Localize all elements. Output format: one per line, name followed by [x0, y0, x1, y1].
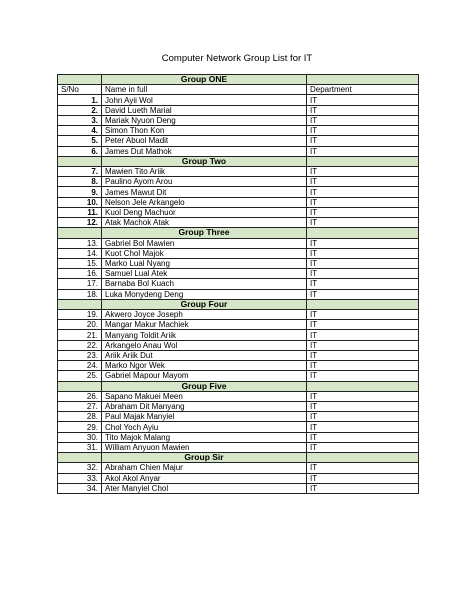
- member-name: Tito Majok Malang: [102, 432, 307, 442]
- table-row: [58, 187, 419, 197]
- table-row: [58, 166, 419, 176]
- member-name: James Mawut Dit: [102, 187, 307, 197]
- table-row: [58, 330, 419, 340]
- member-name: Mawien Tito Ariik: [102, 166, 307, 176]
- serial-number: 13.: [58, 238, 102, 248]
- serial-number: 5.: [58, 136, 102, 146]
- serial-number: 10.: [58, 197, 102, 207]
- member-name: Mangar Makur Machiek: [102, 320, 307, 330]
- member-name: Kuol Deng Machuor: [102, 207, 307, 217]
- table-row: [58, 289, 419, 299]
- member-name: Chol Yoch Ayiu: [102, 422, 307, 432]
- member-department: IT: [307, 187, 419, 197]
- serial-number: 25.: [58, 371, 102, 381]
- group-name: Group ONE: [102, 75, 307, 85]
- member-department: IT: [307, 422, 419, 432]
- serial-number: 7.: [58, 166, 102, 176]
- group-list-table: [57, 74, 419, 494]
- table-row: [58, 248, 419, 258]
- table-row: [58, 402, 419, 412]
- serial-number: 1.: [58, 95, 102, 105]
- group-name: Group Sir: [102, 453, 307, 463]
- page-title: Computer Network Group List for IT: [161, 53, 313, 64]
- member-department: IT: [307, 105, 419, 115]
- serial-number: 31.: [58, 442, 102, 452]
- table-row: [58, 105, 419, 115]
- member-name: Paul Majak Manyiel: [102, 412, 307, 422]
- member-department: IT: [307, 218, 419, 228]
- column-header-name: Name in full: [102, 85, 307, 95]
- group-header-spacer: [58, 156, 102, 166]
- member-name: Akwero Joyce Joseph: [102, 310, 307, 320]
- table-row: [58, 442, 419, 452]
- column-header-department: Department: [307, 85, 419, 95]
- serial-number: 22.: [58, 340, 102, 350]
- member-name: Abraham Dit Manyang: [102, 402, 307, 412]
- serial-number: 9.: [58, 187, 102, 197]
- serial-number: 12.: [58, 218, 102, 228]
- member-department: IT: [307, 126, 419, 136]
- group-header-spacer: [307, 156, 419, 166]
- group-header-spacer: [58, 299, 102, 309]
- serial-number: 14.: [58, 248, 102, 258]
- serial-number: 23.: [58, 350, 102, 360]
- member-name: John Ayii Wol: [102, 95, 307, 105]
- member-department: IT: [307, 258, 419, 268]
- table-row: [58, 218, 419, 228]
- member-name: Manyang Toldit Ariik: [102, 330, 307, 340]
- table-row: [58, 238, 419, 248]
- table-row: [58, 432, 419, 442]
- group-header-row: [58, 156, 419, 166]
- member-department: IT: [307, 136, 419, 146]
- table-row: [58, 350, 419, 360]
- table-row: [58, 258, 419, 268]
- serial-number: 29.: [58, 422, 102, 432]
- member-name: Atak Machok Atak: [102, 218, 307, 228]
- member-department: IT: [307, 391, 419, 401]
- member-name: Marko Ngor Wek: [102, 361, 307, 371]
- member-department: IT: [307, 371, 419, 381]
- group-header-row: [58, 299, 419, 309]
- group-header-spacer: [58, 75, 102, 85]
- member-name: Arkangelo Anau Wol: [102, 340, 307, 350]
- group-header-spacer: [307, 299, 419, 309]
- member-name: Barnaba Bol Kuach: [102, 279, 307, 289]
- table-row: [58, 422, 419, 432]
- serial-number: 26.: [58, 391, 102, 401]
- member-name: Gabriel Bol Mawien: [102, 238, 307, 248]
- group-header-row: [58, 228, 419, 238]
- group-header-spacer: [58, 228, 102, 238]
- member-department: IT: [307, 207, 419, 217]
- member-name: Ariik Ariik Dut: [102, 350, 307, 360]
- member-name: James Dut Mathok: [102, 146, 307, 156]
- group-name: Group Two: [102, 156, 307, 166]
- column-header-sn: S/No: [58, 85, 102, 95]
- table-row: [58, 197, 419, 207]
- table-row: [58, 126, 419, 136]
- serial-number: 33.: [58, 473, 102, 483]
- serial-number: 27.: [58, 402, 102, 412]
- group-header-spacer: [307, 381, 419, 391]
- member-department: IT: [307, 289, 419, 299]
- member-department: IT: [307, 402, 419, 412]
- member-name: Abraham Chien Majur: [102, 463, 307, 473]
- member-department: IT: [307, 146, 419, 156]
- serial-number: 21.: [58, 330, 102, 340]
- table-row: [58, 177, 419, 187]
- member-department: IT: [307, 248, 419, 258]
- group-header-spacer: [307, 228, 419, 238]
- member-name: Marko Lual Nyang: [102, 258, 307, 268]
- member-name: Kuot Chol Majok: [102, 248, 307, 258]
- serial-number: 4.: [58, 126, 102, 136]
- serial-number: 34.: [58, 483, 102, 493]
- group-header-spacer: [307, 75, 419, 85]
- serial-number: 24.: [58, 361, 102, 371]
- serial-number: 30.: [58, 432, 102, 442]
- group-header-spacer: [58, 453, 102, 463]
- serial-number: 8.: [58, 177, 102, 187]
- member-department: IT: [307, 483, 419, 493]
- group-header-row: [58, 381, 419, 391]
- table-body: [58, 75, 419, 494]
- member-name: Peter Abuol Madit: [102, 136, 307, 146]
- member-department: IT: [307, 361, 419, 371]
- member-name: Simon Thon Kon: [102, 126, 307, 136]
- serial-number: 16.: [58, 269, 102, 279]
- table-row: [58, 320, 419, 330]
- serial-number: 2.: [58, 105, 102, 115]
- table-row: [58, 95, 419, 105]
- member-department: IT: [307, 473, 419, 483]
- member-department: IT: [307, 115, 419, 125]
- member-name: Sapano Makuei Meen: [102, 391, 307, 401]
- group-header-spacer: [307, 453, 419, 463]
- member-name: Akol Akol Anyar: [102, 473, 307, 483]
- table-row: [58, 146, 419, 156]
- member-name: David Lueth Marial: [102, 105, 307, 115]
- group-header-spacer: [58, 381, 102, 391]
- serial-number: 15.: [58, 258, 102, 268]
- table-row: [58, 412, 419, 422]
- serial-number: 32.: [58, 463, 102, 473]
- member-department: IT: [307, 432, 419, 442]
- member-department: IT: [307, 340, 419, 350]
- serial-number: 6.: [58, 146, 102, 156]
- column-header-row: [58, 85, 419, 95]
- group-header-row: [58, 453, 419, 463]
- group-name: Group Three: [102, 228, 307, 238]
- member-department: IT: [307, 463, 419, 473]
- table-row: [58, 115, 419, 125]
- table-row: [58, 473, 419, 483]
- serial-number: 11.: [58, 207, 102, 217]
- table-row: [58, 463, 419, 473]
- member-department: IT: [307, 279, 419, 289]
- table-row: [58, 136, 419, 146]
- member-name: Nelson Jele Arkangelo: [102, 197, 307, 207]
- table-row: [58, 371, 419, 381]
- serial-number: 19.: [58, 310, 102, 320]
- member-department: IT: [307, 310, 419, 320]
- member-name: Mariak Nyuon Deng: [102, 115, 307, 125]
- table-row: [58, 269, 419, 279]
- serial-number: 18.: [58, 289, 102, 299]
- table-row: [58, 483, 419, 493]
- table-row: [58, 207, 419, 217]
- table-row: [58, 391, 419, 401]
- member-department: IT: [307, 320, 419, 330]
- group-name: Group Four: [102, 299, 307, 309]
- member-department: IT: [307, 442, 419, 452]
- member-name: William Anyuon Mawien: [102, 442, 307, 452]
- serial-number: 20.: [58, 320, 102, 330]
- member-department: IT: [307, 166, 419, 176]
- serial-number: 28.: [58, 412, 102, 422]
- member-department: IT: [307, 269, 419, 279]
- member-department: IT: [307, 350, 419, 360]
- member-name: Gabriel Mapour Mayom: [102, 371, 307, 381]
- serial-number: 17.: [58, 279, 102, 289]
- table-row: [58, 340, 419, 350]
- member-name: Luka Monydeng Deng: [102, 289, 307, 299]
- member-name: Ater Manyiel Chol: [102, 483, 307, 493]
- group-name: Group Five: [102, 381, 307, 391]
- member-department: IT: [307, 330, 419, 340]
- table-row: [58, 279, 419, 289]
- member-department: IT: [307, 197, 419, 207]
- member-department: IT: [307, 95, 419, 105]
- table-row: [58, 361, 419, 371]
- table-row: [58, 310, 419, 320]
- member-department: IT: [307, 412, 419, 422]
- member-name: Paulino Ayom Arou: [102, 177, 307, 187]
- member-name: Samuel Lual Atek: [102, 269, 307, 279]
- member-department: IT: [307, 177, 419, 187]
- serial-number: 3.: [58, 115, 102, 125]
- member-department: IT: [307, 238, 419, 248]
- group-header-row: [58, 75, 419, 85]
